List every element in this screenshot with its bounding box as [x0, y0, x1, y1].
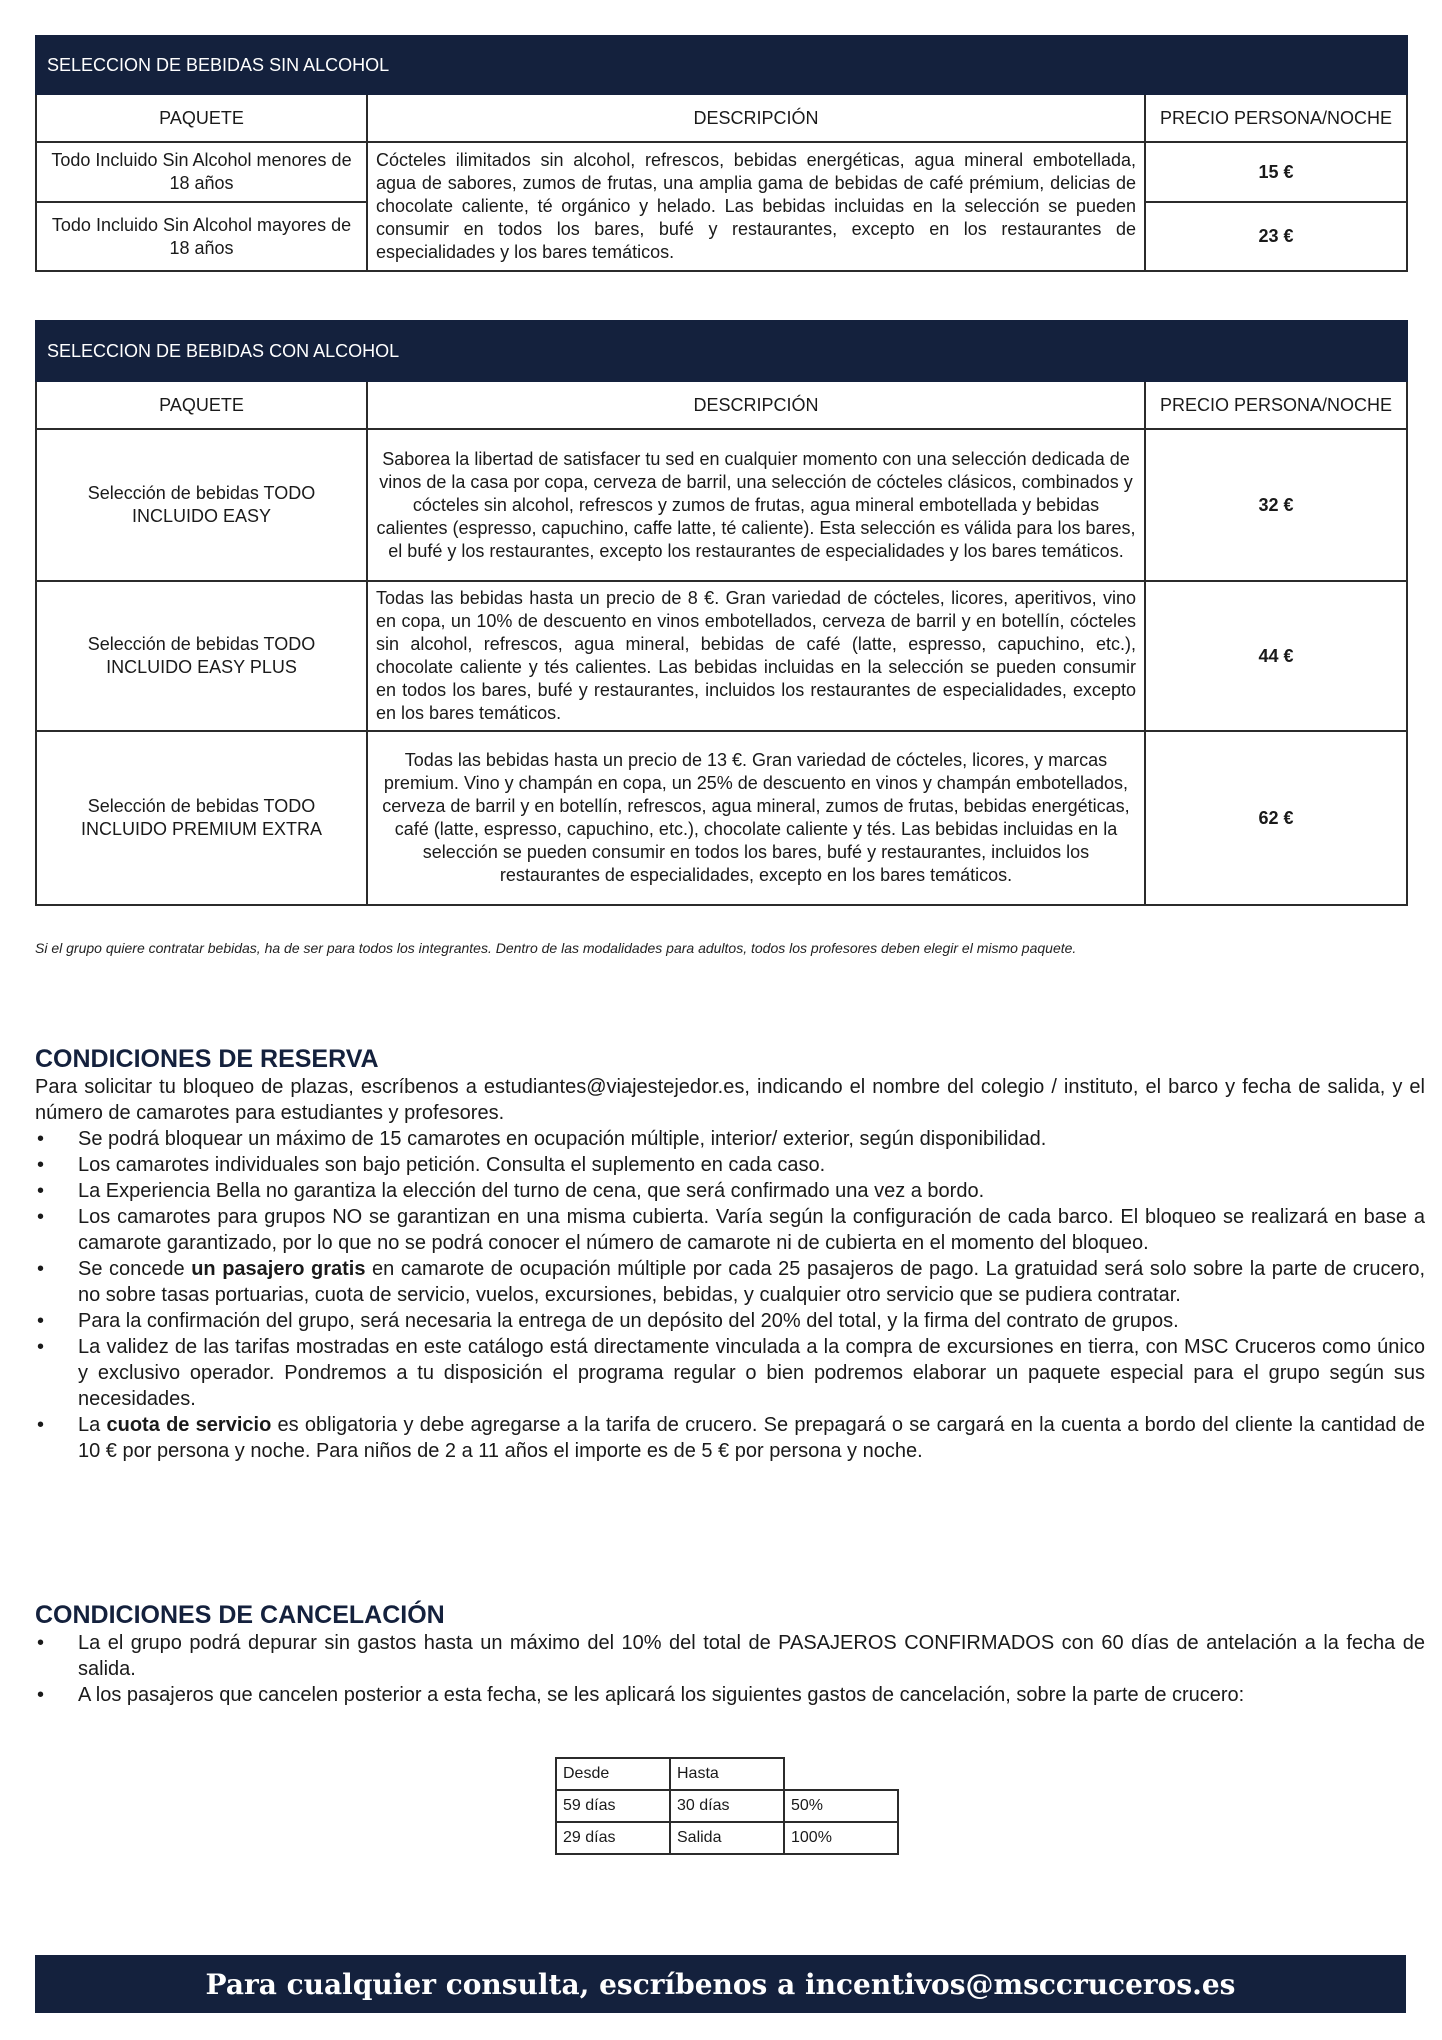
column-header-package: PAQUETE	[36, 381, 367, 429]
column-header-to: Hasta	[670, 1758, 784, 1790]
package-description: Todas las bebidas hasta un precio de 13 €. Gran variedad de cócteles, licores, y marcas premium. Vino y champán en copa, un 25% de descuento en vinos y champán embotellados, cerveza de barril y en botellín, refrescos, agua mineral, zumos de frutas, bebidas energéticas, café (latte, espresso, capuchino, etc.), chocolate caliente y tés. Las bebidas incluidas en la selección se pueden consumir en todos los bares, bufé y restaurantes, incluidos los restaurantes de especialidades, excepto en los bares temáticos.	[367, 731, 1145, 905]
drinks-note: Si el grupo quiere contratar bebidas, ha de ser para todos los integrantes. Dentro de las modalidades para adultos, todos los profesores deben elegir el mismo paquete.	[35, 940, 1077, 956]
booking-intro: Para solicitar tu bloqueo de plazas, escríbenos a estudiantes@viajestejedor.es, indicando el nombre del colegio / instituto, el barco y fecha de salida, y el número de camarotes para estudiantes y profesores.	[35, 1076, 1425, 1124]
booking-conditions	[35, 1044, 1425, 1464]
table-header-row	[556, 1758, 898, 1790]
fee-percent: 100%	[784, 1822, 898, 1854]
package-name: Selección de bebidas TODO INCLUIDO EASY	[36, 429, 367, 581]
fee-from: 59 días	[556, 1790, 670, 1822]
bold-text: cuota de servicio	[106, 1414, 272, 1436]
text-run: Se concede	[78, 1258, 192, 1280]
package-price: 44 €	[1145, 581, 1407, 731]
table-row	[556, 1822, 898, 1854]
text-run: La	[78, 1414, 107, 1436]
table-title: SELECCION DE BEBIDAS CON ALCOHOL	[36, 321, 1407, 381]
list-item: • La validez de las tarifas mostradas en este catálogo está directamente vinculada a la compra de excursiones en tierra, con MSC Cruceros como único y exclusivo operador. Pondremos a tu disposición el programa regular o bien podremos elaborar un paquete especial para el grupo según sus necesidades.	[35, 1334, 1425, 1412]
contact-footer	[35, 1955, 1406, 2013]
bold-text: un pasajero gratis	[191, 1258, 366, 1280]
column-header-description: DESCRIPCIÓN	[367, 381, 1145, 429]
list-item	[35, 1256, 1425, 1308]
package-price: 62 €	[1145, 731, 1407, 905]
section-heading: CONDICIONES DE CANCELACIÓN	[35, 1601, 445, 1629]
fee-from: 29 días	[556, 1822, 670, 1854]
booking-conditions-list	[35, 1126, 1425, 1464]
table-row	[36, 142, 1407, 202]
column-header-price: PRECIO PERSONA/NOCHE	[1145, 381, 1407, 429]
column-header-package: PAQUETE	[36, 94, 367, 142]
column-header-price: PRECIO PERSONA/NOCHE	[1145, 94, 1407, 142]
package-description: Todas las bebidas hasta un precio de 8 €. Gran variedad de cócteles, licores, aperitivos, vino en copa, un 10% de descuento en vinos embotellados, cerveza de barril y en botellín, cócteles sin alcohol, refrescos, agua mineral, bebidas de café (latte, espresso, capuchino, etc.), chocolate caliente y tés calientes. Las bebidas incluidas en la selección se pueden consumir en todos los bares, bufé y restaurantes, incluidos los restaurantes de especialidades, excepto en los bares temáticos.	[367, 581, 1145, 731]
fee-to: Salida	[670, 1822, 784, 1854]
cancellation-conditions	[35, 1600, 1425, 1708]
list-item: • Se podrá bloquear un máximo de 15 camarotes en ocupación múltiple, interior/ exterior, según disponibilidad.	[35, 1126, 1425, 1152]
column-header-description: DESCRIPCIÓN	[367, 94, 1145, 142]
table-row	[556, 1790, 898, 1822]
list-item	[35, 1412, 1425, 1464]
package-description: Cócteles ilimitados sin alcohol, refrescos, bebidas energéticas, agua mineral embotellada, agua de sabores, zumos de frutas, una amplia gama de bebidas de café prémium, delicias de chocolate caliente, té orgánico y helado. Las bebidas incluidas en la selección se pueden consumir en todos los bares, bufé y restaurantes, excepto en los restaurantes de especialidades y los bares temáticos.	[367, 142, 1145, 271]
package-price: 15 €	[1145, 142, 1407, 202]
package-name: Todo Incluido Sin Alcohol menores de 18 años	[36, 142, 367, 202]
list-item: • Para la confirmación del grupo, será necesaria la entrega de un depósito del 20% del total, y la firma del contrato de grupos.	[35, 1308, 1425, 1334]
footer-text: Para cualquier consulta, escríbenos a incentivos@msccruceros.es	[205, 1967, 1236, 2001]
cancellation-conditions-list	[35, 1630, 1425, 1708]
table-row	[36, 581, 1407, 731]
fee-to: 30 días	[670, 1790, 784, 1822]
list-item: • Los camarotes individuales son bajo petición. Consulta el suplemento en cada caso.	[35, 1152, 1425, 1178]
list-item: • A los pasajeros que cancelen posterior a esta fecha, se les aplicará los siguientes gastos de cancelación, sobre la parte de crucero:	[35, 1682, 1425, 1708]
package-name: Selección de bebidas TODO INCLUIDO EASY PLUS	[36, 581, 367, 731]
drinks-table-alcoholic	[35, 320, 1408, 906]
drinks-table-non-alcoholic	[35, 35, 1408, 272]
list-item: • Los camarotes para grupos NO se garantizan en una misma cubierta. Varía según la configuración de cada barco. El bloqueo se realizará en base a camarote garantizado, por lo que no se podrá conocer el número de camarote ni de cubierta en el momento del bloqueo.	[35, 1204, 1425, 1256]
section-heading: CONDICIONES DE RESERVA	[35, 1045, 379, 1073]
package-name: Todo Incluido Sin Alcohol mayores de 18 años	[36, 202, 367, 271]
package-price: 23 €	[1145, 202, 1407, 271]
empty-cell	[784, 1758, 898, 1790]
table-row	[36, 429, 1407, 581]
column-header-from: Desde	[556, 1758, 670, 1790]
cancellation-fees-table	[555, 1757, 899, 1855]
list-item: • La el grupo podrá depurar sin gastos hasta un máximo del 10% del total de PASAJEROS CONFIRMADOS con 60 días de antelación a la fecha de salida.	[35, 1630, 1425, 1682]
package-description: Saborea la libertad de satisfacer tu sed en cualquier momento con una selección dedicada de vinos de la casa por copa, cerveza de barril, una selección de cócteles clásicos, combinados y cócteles sin alcohol, refrescos y zumos de frutas, agua mineral embotellada y bebidas calientes (espresso, capuchino, caffe latte, té caliente). Esta selección es válida para los bares, el bufé y los restaurantes, excepto los restaurantes de especialidades y los bares temáticos.	[367, 429, 1145, 581]
text-run: en camarote de ocupación múltiple por cada 25 pasajeros de pago. La gratuidad será solo sobre la parte de crucero, no sobre tasas portuarias, cuota de servicio, vuelos, excursiones, bebidas, y cualquier otro servicio que se pudiera contratar.	[78, 1258, 1425, 1306]
list-item: • La Experiencia Bella no garantiza la elección del turno de cena, que será confirmado una vez a bordo.	[35, 1178, 1425, 1204]
package-price: 32 €	[1145, 429, 1407, 581]
fee-percent: 50%	[784, 1790, 898, 1822]
package-name: Selección de bebidas TODO INCLUIDO PREMIUM EXTRA	[36, 731, 367, 905]
table-title: SELECCION DE BEBIDAS SIN ALCOHOL	[36, 36, 1407, 94]
table-row	[36, 731, 1407, 905]
text-run: es obligatoria y debe agregarse a la tarifa de crucero. Se prepagará o se cargará en la cuenta a bordo del cliente la cantidad de 10 € por persona y noche. Para niños de 2 a 11 años el importe es de 5 € por persona y noche.	[78, 1414, 1425, 1462]
